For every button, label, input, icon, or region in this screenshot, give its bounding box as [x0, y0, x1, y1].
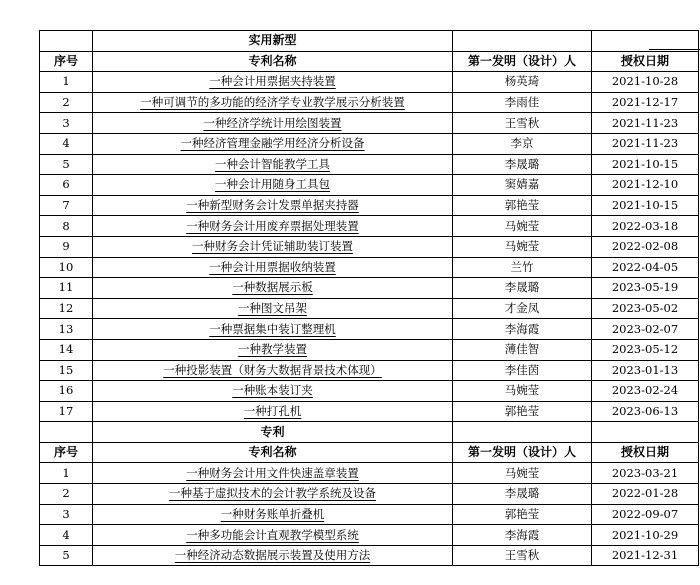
row-grant-date: 2023-01-13 — [592, 360, 699, 381]
blank-cell — [592, 31, 699, 52]
row-no: 12 — [40, 298, 93, 319]
table-row — [40, 360, 699, 381]
header-row — [40, 51, 699, 72]
patent-table — [39, 30, 699, 566]
row-inventor: 马婉莹 — [453, 236, 592, 257]
row-grant-date: 2021-11-23 — [592, 113, 699, 134]
row-inventor: 李京 — [453, 133, 592, 154]
table-row — [40, 525, 699, 546]
row-no: 4 — [40, 525, 93, 546]
row-patent-name: 一种财务账单折叠机 — [93, 504, 453, 525]
blank-cell — [453, 31, 592, 52]
row-no: 14 — [40, 339, 93, 360]
row-inventor: 王雪秋 — [453, 545, 592, 566]
row-no: 13 — [40, 319, 93, 340]
row-inventor: 薄佳智 — [453, 339, 592, 360]
row-inventor: 马婉莹 — [453, 216, 592, 237]
row-grant-date: 2023-03-21 — [592, 463, 699, 484]
table-row — [40, 113, 699, 134]
row-inventor: 郭艳莹 — [453, 195, 592, 216]
header-grant-date: 授权日期 — [592, 51, 699, 72]
row-patent-name: 一种会计智能教学工具 — [93, 154, 453, 175]
row-patent-name: 一种财务会计用废弃票据处理装置 — [93, 216, 453, 237]
row-grant-date: 2022-01-28 — [592, 484, 699, 505]
header-no: 序号 — [40, 51, 93, 72]
header-patent-name: 专利名称 — [93, 51, 453, 72]
row-patent-name: 一种多功能会计直观教学模型系统 — [93, 525, 453, 546]
sheet-gridline — [649, 49, 700, 50]
table-row — [40, 257, 699, 278]
row-patent-name: 一种新型财务会计发票单据夹持器 — [93, 195, 453, 216]
table-row — [40, 278, 699, 299]
section-title: 专利 — [93, 422, 453, 443]
header-inventor: 第一发明（设计）人 — [453, 442, 592, 463]
header-grant-date: 授权日期 — [592, 442, 699, 463]
row-patent-name: 一种账本装订夹 — [93, 381, 453, 402]
row-grant-date: 2021-10-28 — [592, 72, 699, 93]
row-grant-date: 2021-10-15 — [592, 195, 699, 216]
row-no: 4 — [40, 133, 93, 154]
row-patent-name: 一种经济学统计用绘图装置 — [93, 113, 453, 134]
row-no: 9 — [40, 236, 93, 257]
row-inventor: 李雨佳 — [453, 92, 592, 113]
blank-cell — [453, 422, 592, 443]
row-patent-name: 一种财务会计凭证辅助装订装置 — [93, 236, 453, 257]
row-inventor: 李海霞 — [453, 319, 592, 340]
row-no: 3 — [40, 504, 93, 525]
row-grant-date: 2021-12-31 — [592, 545, 699, 566]
row-no: 5 — [40, 545, 93, 566]
row-grant-date: 2023-05-12 — [592, 339, 699, 360]
row-inventor: 李晟璐 — [453, 278, 592, 299]
row-patent-name: 一种教学装置 — [93, 339, 453, 360]
row-inventor: 李晟璐 — [453, 154, 592, 175]
header-inventor: 第一发明（设计）人 — [453, 51, 592, 72]
row-patent-name: 一种投影装置（财务大数据背景技术体现） — [93, 360, 453, 381]
table-row — [40, 339, 699, 360]
row-no: 17 — [40, 401, 93, 422]
table-row — [40, 545, 699, 566]
blank-cell — [592, 422, 699, 443]
row-patent-name: 一种数据展示板 — [93, 278, 453, 299]
row-no: 6 — [40, 175, 93, 196]
row-patent-name: 一种基于虚拟技术的会计教学系统及设备 — [93, 484, 453, 505]
table-row — [40, 401, 699, 422]
section-title: 实用新型 — [93, 31, 453, 52]
row-no: 2 — [40, 484, 93, 505]
row-patent-name: 一种打孔机 — [93, 401, 453, 422]
header-row — [40, 442, 699, 463]
row-no: 1 — [40, 463, 93, 484]
table-row — [40, 319, 699, 340]
table-row — [40, 463, 699, 484]
blank-cell — [40, 31, 93, 52]
row-patent-name: 一种图文吊架 — [93, 298, 453, 319]
table-row — [40, 72, 699, 93]
row-no: 7 — [40, 195, 93, 216]
row-inventor: 才金凤 — [453, 298, 592, 319]
row-no: 11 — [40, 278, 93, 299]
row-grant-date: 2021-12-17 — [592, 92, 699, 113]
section-title-row — [40, 31, 699, 52]
blank-cell — [40, 422, 93, 443]
row-inventor: 窦婧嘉 — [453, 175, 592, 196]
row-patent-name: 一种会计用票据夹持装置 — [93, 72, 453, 93]
row-no: 5 — [40, 154, 93, 175]
row-no: 10 — [40, 257, 93, 278]
table-row — [40, 484, 699, 505]
row-patent-name: 一种会计用随身工具包 — [93, 175, 453, 196]
row-no: 16 — [40, 381, 93, 402]
table-row — [40, 154, 699, 175]
row-patent-name: 一种财务会计用文件快速盖章装置 — [93, 463, 453, 484]
row-patent-name: 一种可调节的多功能的经济学专业教学展示分析装置 — [93, 92, 453, 113]
row-inventor: 郭艳莹 — [453, 504, 592, 525]
row-inventor: 李佳茵 — [453, 360, 592, 381]
table-row — [40, 216, 699, 237]
row-grant-date: 2022-02-08 — [592, 236, 699, 257]
row-no: 3 — [40, 113, 93, 134]
row-grant-date: 2023-05-02 — [592, 298, 699, 319]
section-title-row — [40, 422, 699, 443]
row-inventor: 马婉莹 — [453, 463, 592, 484]
row-no: 15 — [40, 360, 93, 381]
row-grant-date: 2022-03-18 — [592, 216, 699, 237]
table-row — [40, 92, 699, 113]
row-no: 2 — [40, 92, 93, 113]
header-no: 序号 — [40, 442, 93, 463]
row-grant-date: 2021-11-23 — [592, 133, 699, 154]
row-no: 8 — [40, 216, 93, 237]
table-row — [40, 504, 699, 525]
row-grant-date: 2022-04-05 — [592, 257, 699, 278]
table-row — [40, 175, 699, 196]
row-grant-date: 2021-12-10 — [592, 175, 699, 196]
row-grant-date: 2021-10-15 — [592, 154, 699, 175]
row-inventor: 李晟璐 — [453, 484, 592, 505]
row-inventor: 李海霞 — [453, 525, 592, 546]
table-row — [40, 236, 699, 257]
row-grant-date: 2021-10-29 — [592, 525, 699, 546]
row-grant-date: 2023-02-24 — [592, 381, 699, 402]
row-inventor: 兰竹 — [453, 257, 592, 278]
patent-sheet — [39, 30, 699, 566]
row-patent-name: 一种票据集中装订整理机 — [93, 319, 453, 340]
table-row — [40, 298, 699, 319]
row-grant-date: 2022-09-07 — [592, 504, 699, 525]
table-row — [40, 381, 699, 402]
row-inventor: 马婉莹 — [453, 381, 592, 402]
row-inventor: 杨英琦 — [453, 72, 592, 93]
row-inventor: 郭艳莹 — [453, 401, 592, 422]
table-row — [40, 195, 699, 216]
row-patent-name: 一种经济管理金融学用经济分析设备 — [93, 133, 453, 154]
row-no: 1 — [40, 72, 93, 93]
row-grant-date: 2023-02-07 — [592, 319, 699, 340]
row-grant-date: 2023-06-13 — [592, 401, 699, 422]
row-patent-name: 一种经济动态数据展示装置及使用方法 — [93, 545, 453, 566]
row-inventor: 王雪秋 — [453, 113, 592, 134]
row-patent-name: 一种会计用票据收纳装置 — [93, 257, 453, 278]
table-row — [40, 133, 699, 154]
row-grant-date: 2023-05-19 — [592, 278, 699, 299]
header-patent-name: 专利名称 — [93, 442, 453, 463]
